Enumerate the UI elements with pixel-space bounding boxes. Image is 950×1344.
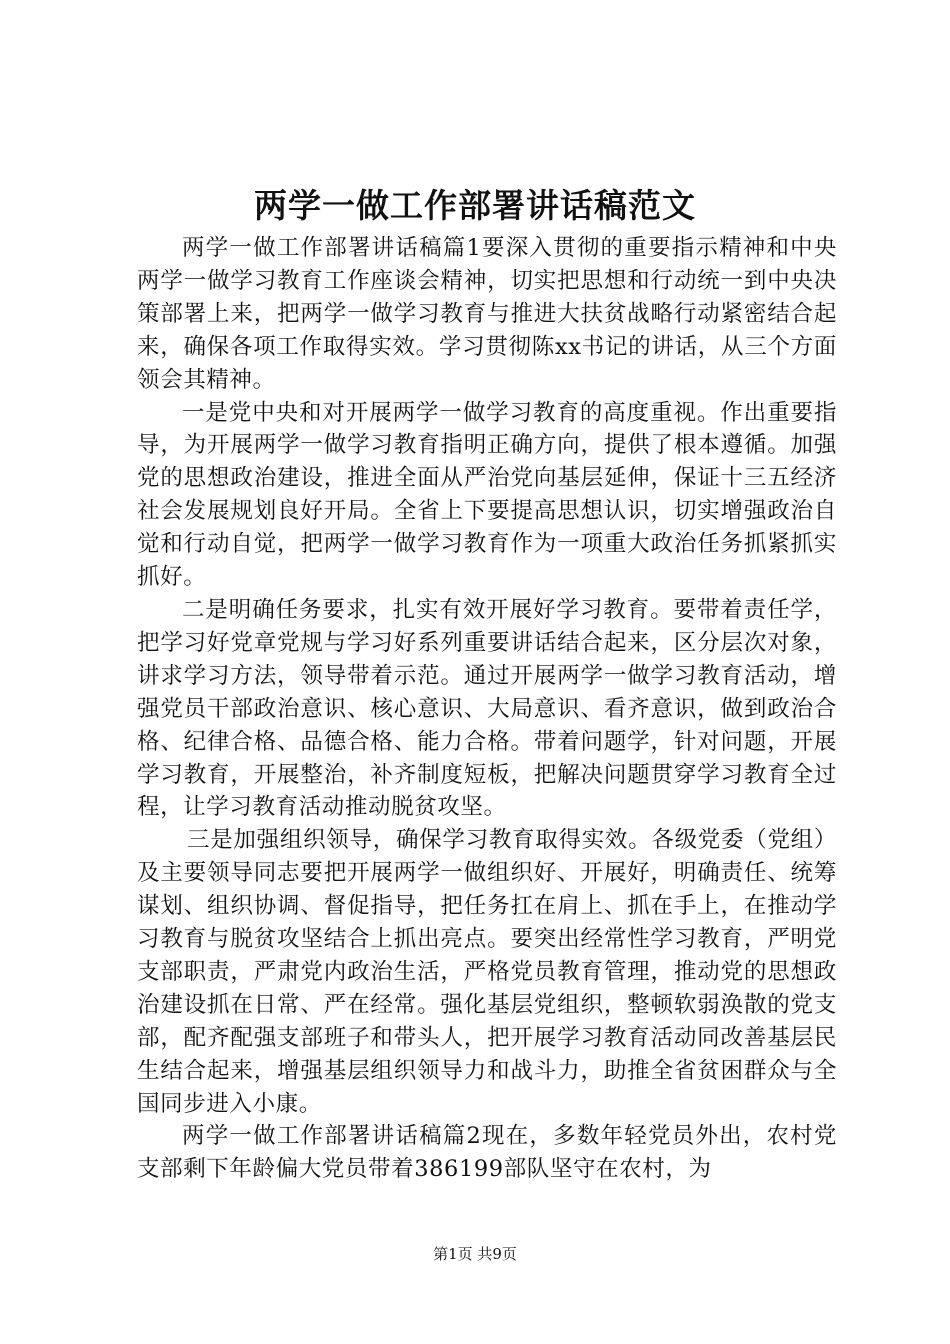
document-body [137, 232, 837, 1186]
paragraph-3: 二是明确任务要求，扎实有效开展好学习教育。要带着责任学，把学习好党章党规与学习好系列重要讲话结合起来，区分层次对象，讲求学习方法，领导带着示范。通过开展两学一做学习教育活动，增强党员干部政治意识、核心意识、大局意识、看齐意识，做到政治合格、纪律合格、品德合格、能力合格。带着问题学，针对问题，开展学习教育，开展整治，补齐制度短板，把解决问题贯穿学习教育全过程，让学习教育活动推动脱贫攻坚。 [137, 596, 837, 821]
document-title: 两学一做工作部署讲话稿范文 [254, 186, 696, 225]
paragraph-5: 两学一做工作部署讲话稿篇2现在，多数年轻党员外出，农村党支部剩下年龄偏大党员带着386199部队坚守在农村，为 [137, 1123, 837, 1183]
paragraph-4: 三是加强组织领导，确保学习教育取得实效。各级党委（党组）及主要领导同志要把开展两学一做组织好、开展好，明确责任、统筹谋划、组织协调、督促指导，把任务扛在肩上、抓在手上，在推动学习教育与脱贫攻坚结合上抓出亮点。要突出经常性学习教育，严明党支部职责，严肃党内政治生活，严格党员教育管理，推动党的思想政治建设抓在日常、严在经常。强化基层党组织，整顿软弱涣散的党支部，配齐配强支部班子和带头人，把开展学习教育活动同改善基层民生结合起来，增强基层组织领导力和战斗力，助推全省贫困群众与全国同步进入小康。 [137, 827, 837, 1117]
paragraph-2: 一是党中央和对开展两学一做学习教育的高度重视。作出重要指导，为开展两学一做学习教育指明正确方向，提供了根本遵循。加强党的思想政治建设，推进全面从严治党向基层延伸，保证十三五经济社会发展规划良好开局。全省上下要提高思想认识，切实增强政治自觉和行动自觉，把两学一做学习教育作为一项重大政治任务抓紧抓实抓好。 [137, 399, 837, 591]
page-footer: 第1页 共9页 [433, 1245, 517, 1263]
paragraph-1: 两学一做工作部署讲话稿篇1要深入贯彻的重要指示精神和中央两学一做学习教育工作座谈会精神，切实把思想和行动统一到中央决策部署上来，把两学一做学习教育与推进大扶贫战略行动紧密结合起来，确保各项工作取得实效。学习贯彻陈xx书记的讲话，从三个方面领会其精神。 [137, 235, 837, 393]
